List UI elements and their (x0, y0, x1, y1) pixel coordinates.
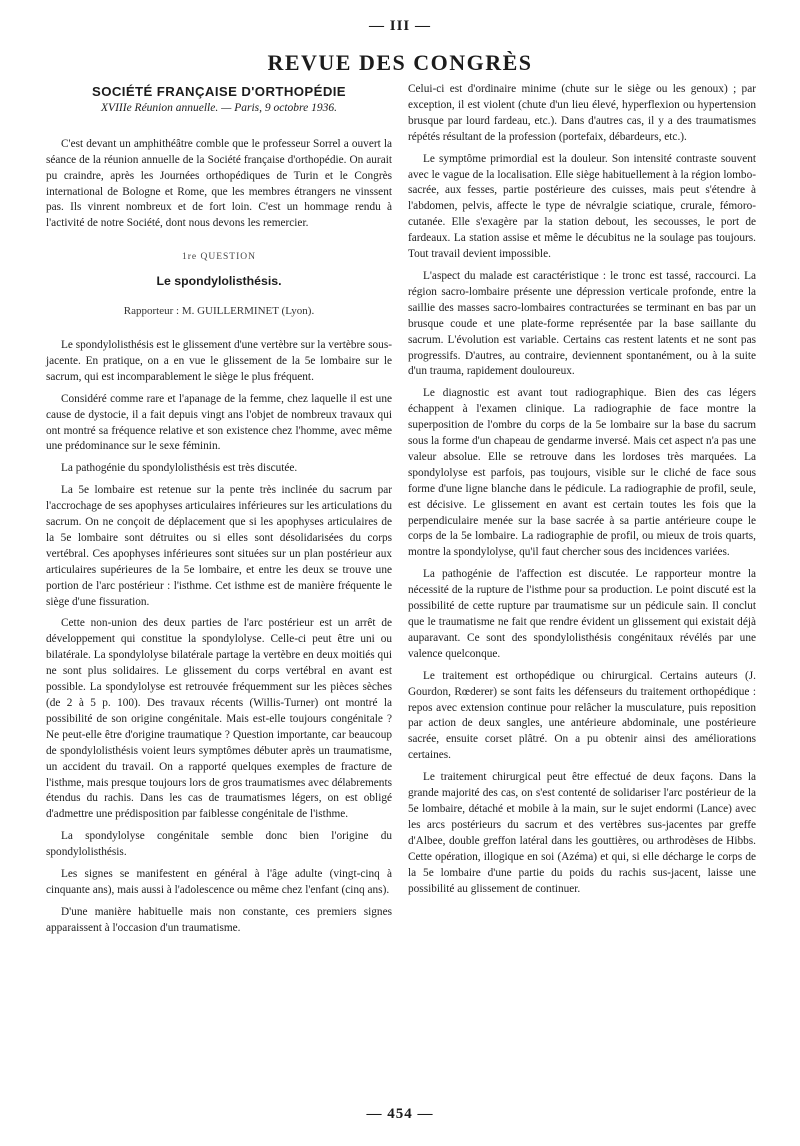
paragraph: La pathogénie de l'affection est discutée. Le rapporteur montre la nécessité de la rupture de l'isthme pour sa production. Le point discuté est la possibilité de cette rupture par traumatisme sur un pédicule sain. Il conclut que le traumatisme ne fait que rendre évident un glissement qui existait déjà auparavant. Ce sont des spondylolisthésis congénitaux révélés par une valence quelconque. (408, 568, 756, 660)
paragraph: Celui-ci est d'ordinaire minime (chute sur le siège ou les genoux) ; par exception, il est violent (chute d'un lieu élevé, hyperflexion ou hypertension brusque par lourd fardeau, etc.). Dans d'autres cas, il y a des traumatismes répétés résultant de la profession (portefaix, débardeurs, etc.). (408, 83, 756, 143)
paragraph: La spondylolyse congénitale semble donc bien l'origine du spondylolisthésis. (46, 830, 392, 859)
paragraph: D'une manière habituelle mais non constante, ces premiers signes apparaissent à l'occasion d'un traumatisme. (46, 905, 392, 934)
paragraph: La pathogénie du spondylolisthésis est très discutée. (61, 462, 298, 475)
right-column (408, 82, 756, 897)
page-number: — 454 — (366, 1106, 434, 1122)
left-column (46, 84, 392, 937)
session-line: XVIIIe Réunion annuelle. — Paris, 9 octobre 1936. (101, 101, 337, 114)
paragraph: Les signes se manifestent en général à l'âge adulte (vingt-cinq à cinquante ans), mais aussi à l'adolescence ou même chez l'enfant (cinq ans). (46, 868, 392, 896)
paragraph: Cette non-union des deux parties de l'arc postérieur est un arrêt de développement qui constitue la spondylolyse. Celle-ci peut être uni ou bilatérale. La spondylolyse bilatérale partage la vertèbre en deux moitiés qui ne sont plus solidaires. Le glissement du corps vertébral en avant est possible. La spondylolyse est retrouvée fréquemment sur les pièces sèches (de 2 à 5 p. 100). Des travaux récents (Willis-Turner) ont montré la possibilité de son origine congénitale. Mais est-elle toujours congénitale ? Ne peut-elle être d'origine traumatique ? Question importante, car beaucoup de spondylolisthésis voient leurs symptômes débuter après un traumatisme, un accident du travail. On a rapporté quelques exemples de fracture de l'isthme, mais presque toujours lors de gros traumatismes avec délabrements étendus du rachis. Dans les cas de traumatismes légers, on est obligé d'admettre une prédisposition par faiblesse congénitale de l'isthme. (46, 617, 392, 821)
rapporteur-line: Rapporteur : M. GUILLERMINET (Lyon). (123, 305, 315, 318)
paragraph: La 5e lombaire est retenue sur la pente très inclinée du sacrum par l'accrochage de ses apophyses articulaires inférieures sur les articulations du sacrum. On ne conçoit de déplacement que si les apophyses articulaires de la 5e lombaire sont détruites ou si elles sont désolidarisées du corps vertébral. Ces apophyses inférieures sont situées sur un plan postérieur aux articulaires supérieures de la 5e lombaire, et entre les deux se trouve une portion de l'arc postérieur : l'isthme. Cet isthme est de manière fréquente le siège d'une fissuration. (46, 484, 392, 608)
paragraph: Le traitement chirurgical peut être effectué de deux façons. Dans la grande majorité des cas, on s'est contenté de solidariser l'arc postérieur de la 5e lombaire, détaché et mobile à la main, sur le sujet endormi (Lance) avec les arcs postérieurs du sacrum et des vertèbres sus-jacentes par greffe d'Albee, double greffon latéral dans les gouttières, ou arthrodèses de Hibbs. Cette opération, illogique en soi (Azéma) et qui, si elle décharge le corps de la 5e lombaire d'une partie du poids du rachis sus-jacent, laisse une possibilité au glissement de continuer. (408, 771, 756, 895)
question-label: 1re QUESTION (181, 252, 256, 263)
article-subtitle: Le spondylolisthésis. (156, 274, 282, 289)
paragraph: L'aspect du malade est caractéristique : le tronc est tassé, raccourci. La région sacro-lombaire présente une dépression verticale profonde, entre la saillie des masses sacro-lombaires contracturées se terminant en bas par un brusque coude et une plate-forme représentée par la base saillante du sacrum. L'évolution est variable. Certains cas restent latents et ne sont pas progressifs. D'autres, au contraire, deviennent spontanément, ou à la suite d'un trauma, rapidement douloureux. (408, 269, 756, 378)
paragraph: Le spondylolisthésis est le glissement d'une vertèbre sur la vertèbre sous-jacente. En pratique, on a en vue le glissement de la 5e lombaire sur le sacrum, qui est incomparablement le siège le plus fréquent. (46, 338, 392, 383)
journal-section-title: REVUE DES CONGRÈS (267, 50, 533, 75)
society-heading: SOCIÉTÉ FRANÇAISE D'ORTHOPÉDIE (92, 84, 346, 99)
running-page-number: — III — (368, 18, 431, 34)
paragraph: Considéré comme rare et l'apanage de la femme, chez laquelle il est une cause de dystocie, il a fait depuis vingt ans l'objet de nombreux travaux qui ont montré sa fréquence relative et son existence chez l'homme, avec même une prédominance sur le sexe féminin. (46, 392, 392, 453)
intro-paragraph: C'est devant un amphithéâtre comble que le professeur Sorrel a ouvert la séance de la réunion annuelle de la Société française d'orthopédie. On aurait pu craindre, après les Journées orthopédiques de Turin et le Congrès international de Bologne et Rome, que les membres étrangers ne vinssent pas. Ils vinrent nombreux et de fort loin. C'est un hommage rendu à l'activité de notre Société, dont nous devons les remercier. (46, 137, 392, 230)
paragraph: Le symptôme primordial est la douleur. Son intensité contraste souvent avec le vague de la localisation. Elle siège habituellement à la région lombo-sacrée, aux fesses, partie postérieure des cuisses, mais peut s'étendre à l'abdomen, pelvis, affecte le type de névralgie sciatique, crurale, fémoro-cutanée. Elle s'exagère par la station debout, les secousses, le port de fardeaux. La station assise et même le décubitus ne la soulage pas toujours. Tout travail devient impossible. (408, 152, 756, 261)
paragraph: Le diagnostic est avant tout radiographique. Bien des cas légers échappent à l'examen clinique. La radiographie de face montre la superposition de l'ombre du corps de la 5e lombaire sur la base du sacrum sous la forme d'un chapeau de gendarme inversé. Mais cet aspect n'a pas une valeur absolue. Elle se retrouve dans les lordoses très marquées. La spondylolyse est parfois, pas toujours, visible sur le cliché de face sous forme d'une ligne blanche dans le pédicule. La radiographie de profil, seule, est décisive. Le glissement en avant est certain toutes les fois que la perpendiculaire menée sur la base sacrée à sa partie antérieure coupe le corps de la 5e lombaire. La radiographie de profil, ou mieux de trois quarts, montre la spondylolyse, qu'il faut chercher sous des incidences variées. (408, 387, 756, 559)
paragraph: Le traitement est orthopédique ou chirurgical. Certains auteurs (J. Gourdon, Rœderer) se sont faits les défenseurs du traitement orthopédique : repos avec extension continue pour relâcher la musculature, puis reposition par action de deux sangles, une antérieure abdominale, une postérieure sacrée, ensuite corset plâtré. On a pu obtenir ainsi des améliorations certaines. (408, 669, 756, 762)
